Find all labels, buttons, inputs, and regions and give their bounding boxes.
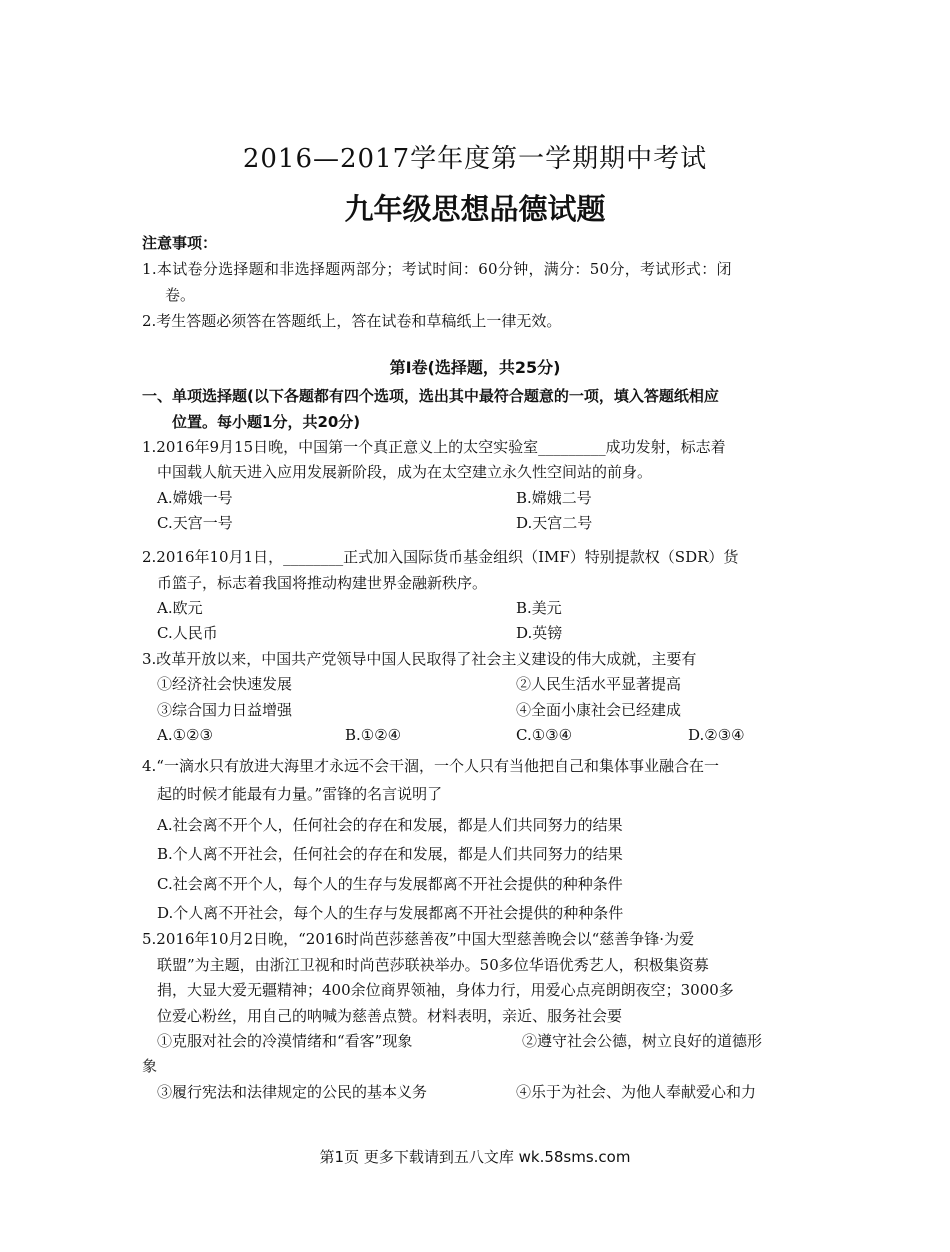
q4-option-d: D.个人离不开社会，每个人的生存与发展都离不开社会提供的种种条件: [157, 904, 624, 922]
question-5-line-2: 联盟”为主题，由浙江卫视和时尚芭莎联袂举办。50多位华语优秀艺人，积极集资募: [157, 956, 709, 974]
q3-option-c: C.①③④: [516, 726, 573, 744]
question-1-cont: 中国载人航天进入应用发展新阶段，成为在太空建立永久性空间站的前身。: [157, 463, 653, 481]
q5-statement-3: ③履行宪法和法律规定的公民的基本义务: [157, 1083, 428, 1101]
question-4: 4.“一滴水只有放进大海里才永远不会干涸，一个人只有当他把自己和集体事业融合在一: [142, 757, 719, 775]
q4-option-c: C.社会离不开个人，每个人的生存与发展都离不开社会提供的种种条件: [157, 875, 623, 893]
q3-statement-4: ④全面小康社会已经建成: [516, 701, 682, 719]
q2-option-d: D.英镑: [516, 624, 563, 642]
q1-option-a: A.嫦娥一号: [157, 489, 233, 507]
q1-option-c: C.天宫一号: [157, 514, 233, 532]
question-5-line-3: 捐，大显大爱无疆精神；400余位商界领袖，身体力行，用爱心点亮朗朗夜空；3000多: [157, 981, 734, 999]
page-footer: 第1页 更多下载请到五八文库 wk.58sms.com: [319, 1148, 631, 1166]
note-item-2: 2.考生答题必须答在答题纸上，答在试卷和草稿纸上一律无效。: [142, 312, 562, 330]
exam-subtitle: 九年级思想品德试题: [344, 192, 606, 226]
q3-option-a: A.①②③: [157, 726, 213, 744]
question-3: 3.改革开放以来，中国共产党领导中国人民取得了社会主义建设的伟大成就，主要有: [142, 650, 697, 668]
q3-statement-3: ③综合国力日益增强: [157, 701, 293, 719]
q4-option-a: A.社会离不开个人，任何社会的存在和发展，都是人们共同努力的结果: [157, 816, 623, 834]
notes-heading: 注意事项：: [142, 234, 218, 252]
q3-statement-1: ①经济社会快速发展: [157, 675, 293, 693]
part1-title: 第Ⅰ卷(选择题，共25分): [389, 358, 561, 377]
question-1: 1.2016年9月15日晚，中国第一个真正意义上的太空实验室_________成功发射，标志着: [142, 438, 726, 456]
q2-option-a: A.欧元: [157, 599, 203, 617]
note-item-1-cont: 卷。: [165, 286, 196, 304]
question-2-cont: 币篮子，标志着我国将推动构建世界金融新秩序。: [157, 574, 488, 592]
q5-statement-1: ①克服对社会的冷漠情绪和“看客”现象: [157, 1032, 413, 1050]
q4-option-b: B.个人离不开社会，任何社会的存在和发展，都是人们共同努力的结果: [157, 845, 623, 863]
question-4-cont: 起的时候才能最有力量。”雷锋的名言说明了: [157, 785, 443, 803]
q5-statement-2: ②遵守社会公德，树立良好的道德形: [522, 1032, 763, 1050]
q5-statement-2-cont: 象: [142, 1057, 158, 1075]
section-title: 一、单项选择题(以下各题都有四个选项，选出其中最符合题意的一项，填入答题纸相应: [142, 387, 719, 405]
question-2: 2.2016年10月1日，________正式加入国际货币基金组织（IMF）特别提款权（SDR）货: [142, 548, 739, 566]
q3-statement-2: ②人民生活水平显著提高: [516, 675, 682, 693]
q5-statement-4: ④乐于为社会、为他人奉献爱心和力: [516, 1083, 757, 1101]
q3-option-b: B.①②④: [345, 726, 402, 744]
note-item-1: 1.本试卷分选择题和非选择题两部分；考试时间：60分钟，满分：50分，考试形式：闭: [142, 260, 732, 278]
question-5-line-4: 位爱心粉丝，用自己的呐喊为慈善点赞。材料表明，亲近、服务社会要: [157, 1007, 623, 1025]
q2-option-c: C.人民币: [157, 624, 218, 642]
q2-option-b: B.美元: [516, 599, 562, 617]
q1-option-d: D.天宫二号: [516, 514, 593, 532]
q3-option-d: D.②③④: [688, 726, 745, 744]
q1-option-b: B.嫦娥二号: [516, 489, 592, 507]
exam-title: 2016—2017学年度第一学期期中考试: [242, 144, 708, 174]
question-5: 5.2016年10月2日晚，“2016时尚芭莎慈善夜”中国大型慈善晚会以“慈善争锋·为爱: [142, 930, 695, 948]
section-title-cont: 位置。每小题1分，共20分): [172, 413, 361, 431]
